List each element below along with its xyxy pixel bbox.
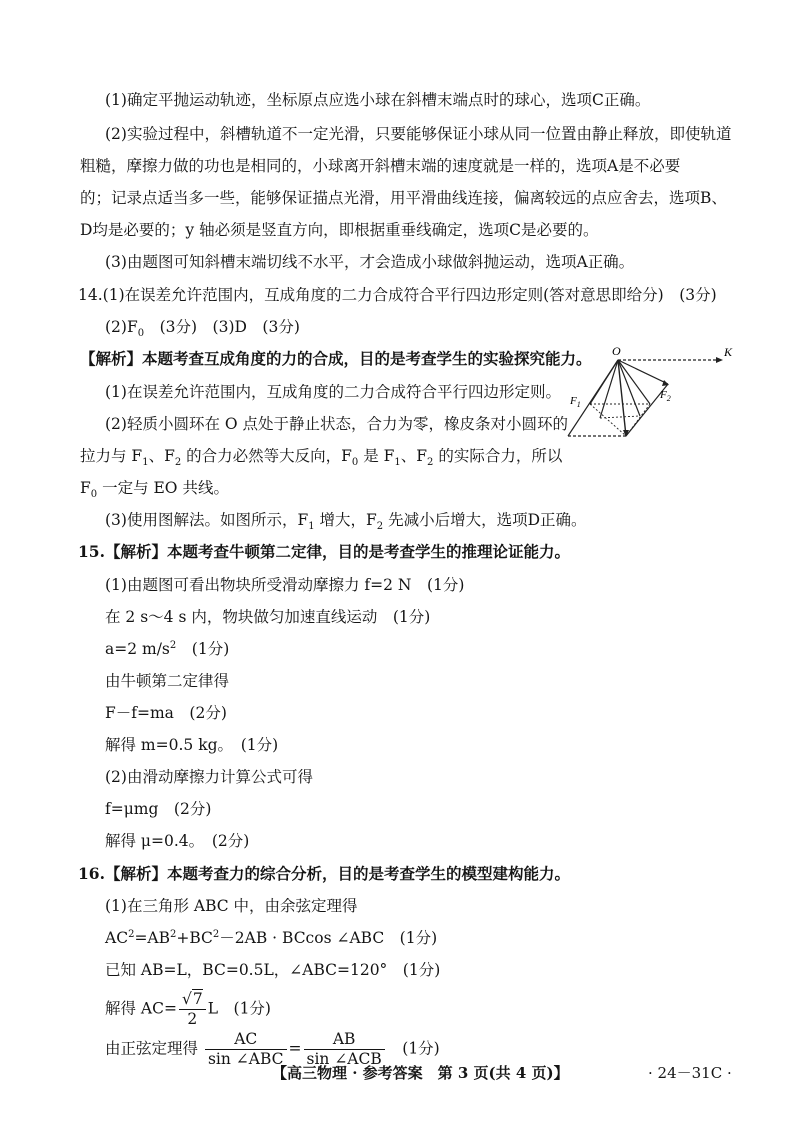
sine-ratio-1: $\frac{AC}{\text{sin ∠ABC}}$ — [205, 1030, 287, 1069]
q14-analysis-3: 拉力与 $F_1$、$F_2$ 的合力必然等大反向，$F_0$ 是 $F_1$、$F_2$ 的实际合力，所以 — [80, 447, 563, 469]
page-footer: 【高三物理 · 参考答案 第 3 页(共 4 页)】 — [272, 1064, 569, 1082]
sqrt7-over-2: $\frac{√7}{2}$ — [179, 990, 206, 1029]
q13-line-5: D均是必要的；y 轴必须是竖直方向，即根据重垂线确定，选项C是必要的。 — [80, 221, 599, 239]
k-arrowhead — [716, 357, 723, 363]
dashed-link-c — [590, 404, 626, 436]
q15-line-6: 解得 m=0.5 kg。 (1分) — [105, 736, 279, 754]
q13-line-1: (1)确定平抛运动轨迹，坐标原点应选小球在斜槽末端点时的球心，选项C正确。 — [105, 91, 651, 109]
label-f1: $F_1$ — [570, 395, 581, 409]
q16-line-3: 已知 AB=L，BC=0.5L，∠ABC=120° (1分) — [105, 961, 441, 979]
q15-line-7: (2)由滑动摩擦力计算公式可得 — [105, 768, 313, 786]
q14-answer-2: $(2)F_0$ (3分) (3)D (3分) — [105, 318, 300, 340]
force-diagram — [560, 344, 740, 444]
f1-vector-a — [590, 360, 618, 404]
label-o: O — [612, 344, 621, 358]
q16-line-4: 解得 AC= $\frac{√7}{2}$ L (1分) — [105, 990, 271, 1028]
q14-answer-1: 14.(1)在误差允许范围内，互成角度的二力合成符合平行四边形定则(答对意思即给分) (3分) — [78, 286, 717, 304]
f2-arrowhead — [662, 380, 669, 386]
page-code: · 24－31C · — [648, 1064, 732, 1082]
q14-analysis-1: (1)在误差允许范围内，互成角度的二力合成符合平行四边形定则。 — [105, 383, 561, 401]
q13-line-3: 粗糙，摩擦力做的功也是相同的，小球离开斜槽末端的速度就是一样的，选项A是不必要 — [80, 157, 681, 175]
q14-analysis-4: $F_0$ 一定与 EO 共线。 — [80, 479, 229, 501]
q15-line-4: 由牛顿第二定律得 — [105, 672, 230, 690]
q16-line-1: (1)在三角形 ABC 中，由余弦定理得 — [105, 897, 358, 915]
q15-line-2: 在 2 s～4 s 内，物块做匀加速直线运动 (1分) — [105, 608, 431, 626]
q14-analysis-2: (2)轻质小圆环在 O 点处于静止状态，合力为零，橡皮条对小圆环的 — [105, 415, 569, 433]
q14-analysis-5: (3)使用图解法。如图所示，$F_1$ 增大，$F_2$ 先减小后增大，选项D正确。 — [105, 511, 587, 533]
q15-line-5: F－f=ma (2分) — [105, 704, 227, 722]
label-k: K — [724, 345, 733, 359]
q16-line-5: 由正弦定理得 $\frac{AC}{\text{sin ∠ABC}}$ = $\frac{AB}{\text{sin ∠ACB}}$ (1分) — [105, 1030, 440, 1068]
q13-line-4: 的；记录点适当多一些，能够保证描点光滑，用平滑曲线连接，偏离较远的点应舍去，选项B、 — [80, 189, 727, 207]
q14-analysis-heading: 【解析】本题考查互成角度的力的合成，目的是考查学生的实验探究能力。 — [80, 349, 592, 368]
f1-vector-b — [600, 360, 618, 418]
q16-heading: 16.【解析】本题考查力的综合分析，目的是考查学生的模型建构能力。 — [78, 864, 570, 883]
q14-number: 14. — [78, 286, 103, 304]
q13-line-2: (2)实验过程中，斜槽轨道不一定光滑，只要能够保证小球从同一位置由静止释放，即使轨道 — [105, 125, 732, 143]
q15-line-3: a=2 $m/s^2$ (1分) — [105, 639, 230, 658]
q15-line-9: 解得 μ=0.4。 (2分) — [105, 832, 250, 850]
q13-line-6: (3)由题图可知斜槽末端切线不水平，才会造成小球做斜抛运动，选项A正确。 — [105, 253, 635, 271]
q16-line-2: $AC^2=AB^2+BC^2-2AB \cdot BCcos$ ∠ABC (1分) — [105, 928, 438, 947]
sine-ratio-2: $\frac{AB}{\text{sin ∠ACB}}$ — [304, 1030, 385, 1069]
q15-line-1: (1)由题图可看出物块所受滑动摩擦力 f=2 N (1分) — [105, 576, 465, 594]
q15-line-8: f=μmg (2分) — [105, 800, 212, 818]
f2-vector-b — [618, 360, 650, 404]
q15-heading: 15.【解析】本题考查牛顿第二定律，目的是考查学生的推理论证能力。 — [78, 542, 570, 561]
label-f2: $F_2$ — [660, 389, 671, 403]
